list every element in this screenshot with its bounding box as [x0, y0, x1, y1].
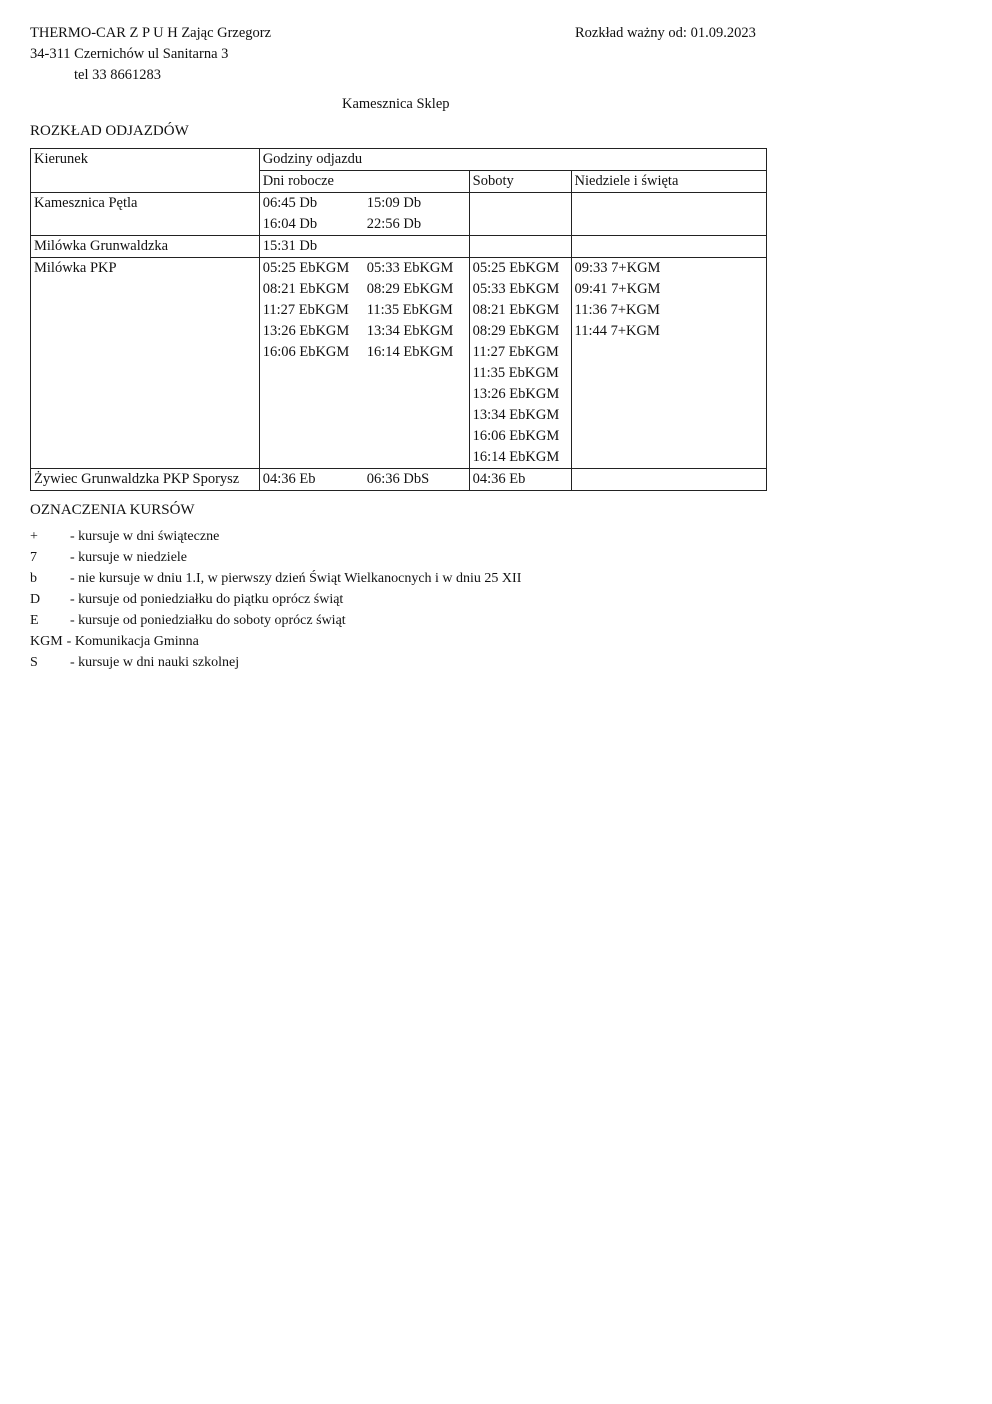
sundays-cell: [571, 258, 766, 469]
header-saturdays: Soboty: [469, 171, 571, 193]
header-workdays: Dni robocze: [259, 171, 469, 193]
saturdays-cell: [469, 469, 571, 491]
departure-time: 13:34 EbKGM: [366, 323, 454, 339]
departure-time: 11:36 7+KGM: [574, 302, 660, 318]
header-direction: Kierunek: [31, 149, 260, 193]
departure-time: 16:14 EbKGM: [366, 344, 454, 360]
departure-time: 11:27 EbKGM: [262, 302, 349, 318]
stop-name: Kamesznica Sklep: [342, 96, 450, 112]
legend-item: [30, 550, 187, 566]
legend-item: [30, 634, 199, 650]
departure-time: 13:26 EbKGM: [472, 386, 560, 402]
table-row: [31, 236, 767, 258]
table-row: [31, 469, 767, 491]
departure-time: 22:56 Db: [366, 216, 422, 232]
departure-time: 11:44 7+KGM: [574, 323, 660, 339]
sundays-cell: [571, 236, 766, 258]
workdays-cell: [259, 236, 469, 258]
departure-time: 05:33 EbKGM: [366, 260, 454, 276]
departure-time: 16:06 EbKGM: [262, 344, 350, 360]
departure-time: 05:33 EbKGM: [472, 281, 560, 297]
legend-item: [30, 571, 521, 587]
departure-line: [263, 258, 466, 279]
departure-time: 16:14 EbKGM: [472, 449, 560, 465]
legend-description: - kursuje w dni świąteczne: [70, 529, 220, 544]
departure-line: [263, 469, 466, 490]
departure-time: 08:29 EbKGM: [366, 281, 454, 297]
departure-time: 05:25 EbKGM: [262, 260, 350, 276]
legend-symbol: S: [30, 655, 38, 670]
departure-time: 08:21 EbKGM: [262, 281, 350, 297]
departure-time: 15:09 Db: [366, 195, 422, 211]
direction-cell: Żywiec Grunwaldzka PKP Sporysz: [31, 469, 260, 491]
departure-time: 05:25 EbKGM: [472, 260, 560, 276]
legend-item: [30, 655, 239, 671]
departure-time: 15:31 Db: [262, 238, 318, 254]
legend-symbol: 7: [30, 550, 37, 565]
departure-time: 08:21 EbKGM: [472, 302, 560, 318]
legend-symbol: KGM: [30, 634, 63, 649]
direction-cell: Milówka PKP: [31, 258, 260, 469]
header-departures: Godziny odjazdu: [259, 149, 766, 171]
legend-symbol: E: [30, 613, 39, 628]
saturdays-cell: [469, 236, 571, 258]
departure-time: 08:29 EbKGM: [472, 323, 560, 339]
valid-from-date: Rozkład ważny od: 01.09.2023: [575, 25, 756, 41]
legend-symbol: b: [30, 571, 37, 586]
legend-description: - nie kursuje w dniu 1.I, w pierwszy dzień Świąt Wielkanocnych i w dniu 25 XII: [70, 571, 522, 586]
departure-time: 16:04 Db: [262, 216, 318, 232]
saturdays-cell: [469, 193, 571, 236]
legend-title: OZNACZENIA KURSÓW: [30, 502, 195, 518]
legend-description: - kursuje w niedziele: [70, 550, 188, 565]
legend-description: - kursuje w dni nauki szkolnej: [70, 655, 240, 670]
departure-line: [263, 193, 466, 214]
departure-line: [263, 300, 466, 321]
company-phone: tel 33 8661283: [74, 67, 161, 83]
legend-description: - Komunikacja Gminna: [66, 634, 199, 649]
departure-line: [263, 342, 466, 363]
departure-time: 11:27 EbKGM: [472, 344, 559, 360]
departure-time: 04:36 Eb: [472, 471, 526, 487]
legend-description: - kursuje od poniedziałku do soboty oprócz świąt: [70, 613, 346, 628]
departure-line: [263, 279, 466, 300]
workdays-cell: [259, 193, 469, 236]
direction-cell: Milówka Grunwaldzka: [31, 236, 260, 258]
departure-time: 06:36 DbS: [366, 471, 430, 487]
table-header-row: [31, 149, 767, 171]
departure-line: [263, 214, 466, 235]
legend-item: [30, 592, 343, 608]
legend-description: - kursuje od poniedziałku do piątku oprócz świąt: [70, 592, 344, 607]
legend-item: [30, 529, 219, 545]
header-sundays: Niedziele i święta: [571, 171, 766, 193]
table-row: [31, 258, 767, 469]
table-row: [31, 193, 767, 236]
departure-time: 11:35 EbKGM: [472, 365, 559, 381]
departure-time: 06:45 Db: [262, 195, 318, 211]
timetable: [30, 148, 767, 491]
section-title: ROZKŁAD ODJAZDÓW: [30, 123, 189, 139]
departure-time: 16:06 EbKGM: [472, 428, 560, 444]
company-name: THERMO-CAR Z P U H Zając Grzegorz: [30, 25, 272, 41]
legend-item: [30, 613, 346, 629]
departure-time: 09:41 7+KGM: [574, 281, 661, 297]
saturdays-cell: [469, 258, 571, 469]
direction-cell: Kamesznica Pętla: [31, 193, 260, 236]
departure-time: 13:26 EbKGM: [262, 323, 350, 339]
departure-line: [263, 321, 466, 342]
departure-time: 13:34 EbKGM: [472, 407, 560, 423]
company-address: 34-311 Czernichów ul Sanitarna 3: [30, 46, 229, 62]
departure-time: 09:33 7+KGM: [574, 260, 661, 276]
departure-line: [263, 236, 466, 257]
workdays-cell: [259, 258, 469, 469]
sundays-cell: [571, 193, 766, 236]
workdays-cell: [259, 469, 469, 491]
legend-symbol: +: [30, 529, 38, 544]
departure-time: 11:35 EbKGM: [366, 302, 453, 318]
legend-symbol: D: [30, 592, 41, 607]
departure-time: 04:36 Eb: [262, 471, 316, 487]
sundays-cell: [571, 469, 766, 491]
